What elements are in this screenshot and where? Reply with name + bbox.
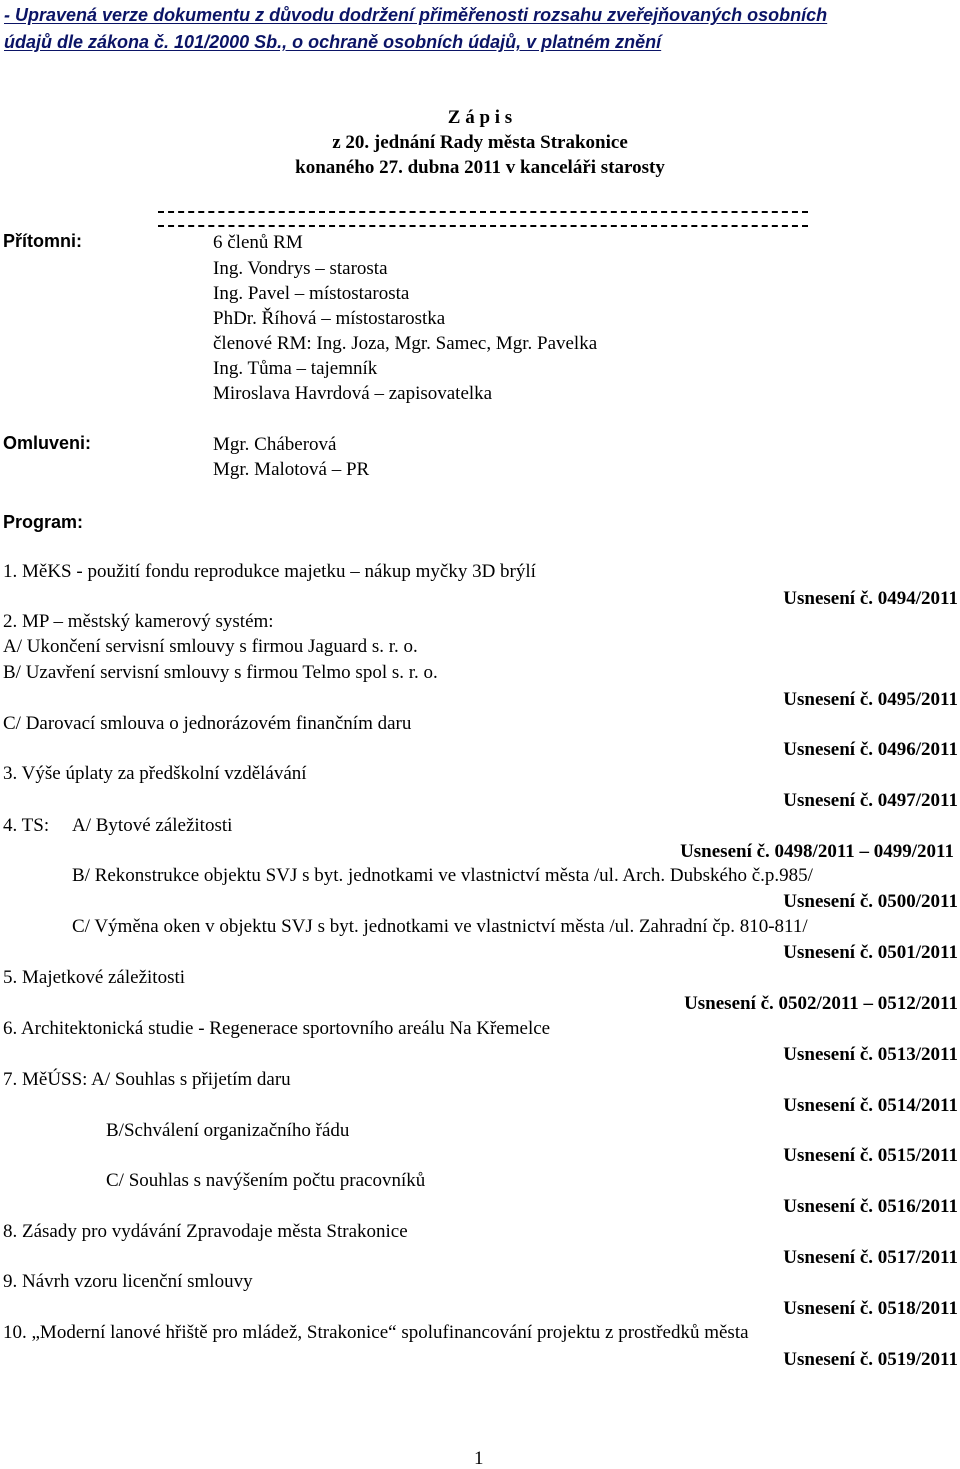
program-label: Program:: [3, 512, 84, 532]
resolution-number: Usnesení č. 0501/2011: [783, 942, 958, 963]
program-item: C/ Darovací smlouva o jednorázovém finančním daru: [3, 713, 412, 734]
program-item: A/ Bytové záležitosti: [72, 815, 233, 836]
present-line: Ing. Tůma – tajemník: [213, 358, 378, 379]
resolution-number: Usnesení č. 0498/2011 – 0499/2011: [680, 841, 954, 862]
document-title: Z á p i s: [447, 107, 513, 128]
program-item: 2. MP – městský kamerový systém:: [3, 611, 274, 632]
meeting-date-line: konaného 27. dubna 2011 v kanceláři starosty: [295, 157, 665, 178]
page-number: 1: [474, 1448, 484, 1469]
present-line: členové RM: Ing. Joza, Mgr. Samec, Mgr. Pavelka: [213, 333, 598, 354]
program-item: C/ Výměna oken v objektu SVJ s byt. jednotkami ve vlastnictví města /ul. Zahradní čp. 810-811/: [72, 916, 808, 937]
program-item: B/Schválení organizačního řádu: [106, 1120, 350, 1141]
program-item: 7. MěÚSS: A/ Souhlas s přijetím daru: [3, 1069, 291, 1090]
program-item: C/ Souhlas s navýšením počtu pracovníků: [106, 1170, 426, 1191]
resolution-number: Usnesení č. 0517/2011: [783, 1247, 958, 1268]
meeting-line: z 20. jednání Rady města Strakonice: [332, 132, 628, 153]
program-item: A/ Ukončení servisní smlouvy s firmou Jaguard s. r. o.: [3, 636, 418, 657]
program-item: 10. „Moderní lanové hřiště pro mládež, Strakonice“ spolufinancování projektu z prostředků města: [3, 1322, 749, 1343]
present-label: Přítomni:: [3, 231, 82, 251]
program-item: 4. TS:: [3, 815, 50, 836]
resolution-number: Usnesení č. 0518/2011: [783, 1298, 958, 1319]
program-item: 1. MěKS - použití fondu reprodukce majetku – nákup myčky 3D brýlí: [3, 561, 536, 582]
resolution-number: Usnesení č. 0496/2011: [783, 739, 958, 760]
header-separator: [158, 211, 808, 213]
present-line: Ing. Vondrys – starosta: [213, 258, 388, 279]
resolution-number: Usnesení č. 0516/2011: [783, 1196, 958, 1217]
excused-label: Omluveni:: [3, 433, 92, 453]
program-item: 6. Architektonická studie - Regenerace sportovního areálu Na Křemelce: [3, 1018, 551, 1039]
excused-line: Mgr. Malotová – PR: [213, 459, 370, 480]
program-item: 5. Majetkové záležitosti: [3, 967, 186, 988]
notice-line-1: - Upravená verze dokumentu z důvodu dodržení přiměřenosti rozsahu zveřejňovaných osobních: [4, 5, 828, 25]
resolution-number: Usnesení č. 0519/2011: [783, 1349, 958, 1370]
present-line: Miroslava Havrdová – zapisovatelka: [213, 383, 493, 404]
resolution-number: Usnesení č. 0514/2011: [783, 1095, 958, 1116]
excused-line: Mgr. Cháberová: [213, 434, 337, 455]
present-line: 6 členů RM: [213, 232, 303, 253]
resolution-number: Usnesení č. 0494/2011: [783, 588, 958, 609]
resolution-number: Usnesení č. 0500/2011: [783, 891, 958, 912]
resolution-number: Usnesení č. 0515/2011: [783, 1145, 958, 1166]
header-separator-2: [158, 225, 808, 227]
resolution-number: Usnesení č. 0495/2011: [783, 689, 958, 710]
resolution-number: Usnesení č. 0502/2011 – 0512/2011: [684, 993, 958, 1014]
program-item: B/ Rekonstrukce objektu SVJ s byt. jednotkami ve vlastnictví města /ul. Arch. Dubského č.p.985/: [72, 865, 813, 886]
program-item: 9. Návrh vzoru licenční smlouvy: [3, 1271, 253, 1292]
program-item: B/ Uzavření servisní smlouvy s firmou Telmo spol s. r. o.: [3, 662, 438, 683]
notice-line-2: údajů dle zákona č. 101/2000 Sb., o ochraně osobních údajů, v platném znění: [4, 32, 662, 52]
program-item: 3. Výše úplaty za předškolní vzdělávání: [3, 763, 307, 784]
resolution-number: Usnesení č. 0513/2011: [783, 1044, 958, 1065]
program-item: 8. Zásady pro vydávání Zpravodaje města Strakonice: [3, 1221, 408, 1242]
present-line: PhDr. Říhová – místostarostka: [213, 308, 446, 329]
resolution-number: Usnesení č. 0497/2011: [783, 790, 958, 811]
present-line: Ing. Pavel – místostarosta: [213, 283, 410, 304]
